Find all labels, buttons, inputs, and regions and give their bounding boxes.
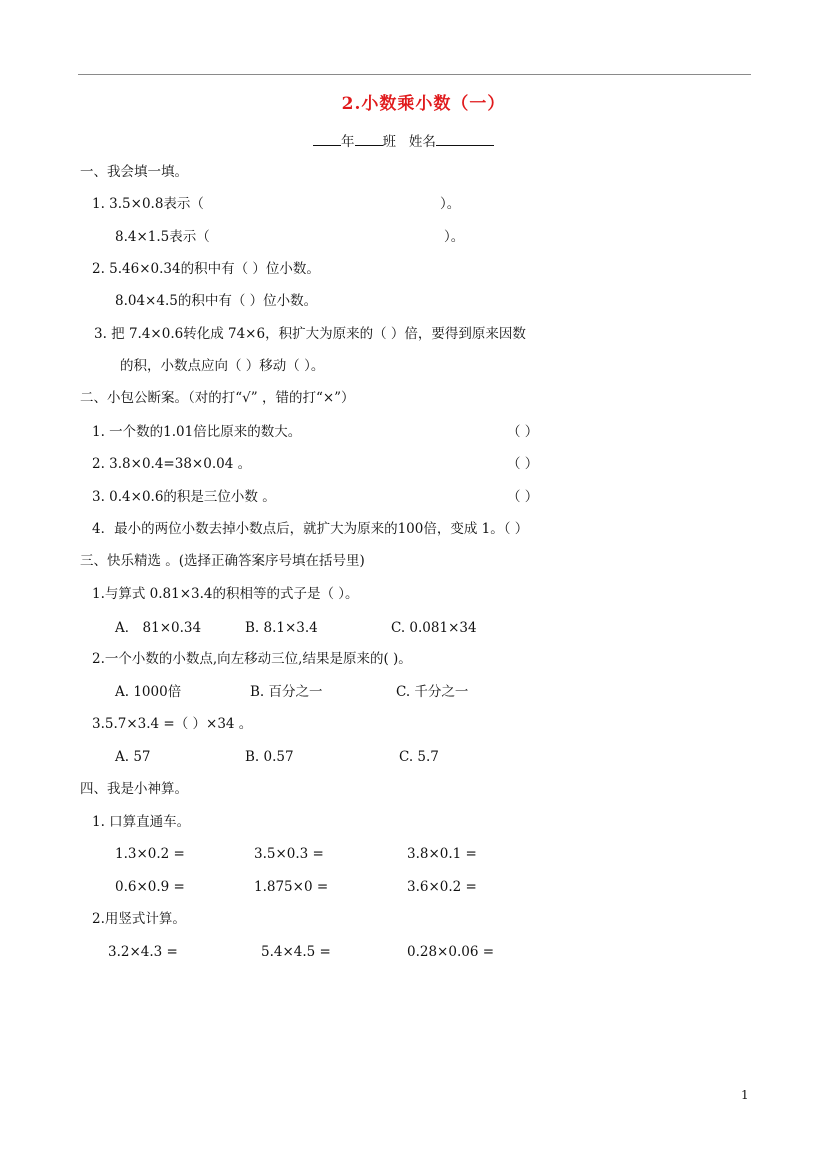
- header-rule: [78, 74, 751, 75]
- calc-r1-c3: 3.8×0.1 =: [407, 846, 477, 862]
- student-info: [313, 131, 494, 151]
- section4-heading: 四、我是小神算。: [80, 781, 188, 797]
- calc-r3-c3: 0.28×0.06 =: [407, 944, 495, 960]
- s1-q1b-prefix: 8.4×1.5表示（: [115, 229, 210, 245]
- calc-r2-c1: 0.6×0.9 =: [115, 879, 185, 895]
- s3-q2-option-c: C. 千分之一: [396, 684, 469, 700]
- s1-q1b-suffix: ）。: [444, 229, 465, 245]
- calc-r1-c2: 3.5×0.3 =: [254, 846, 324, 862]
- class-blank[interactable]: [355, 131, 383, 146]
- s3-q2-option-a: A. 1000倍: [115, 684, 182, 700]
- s3-q1-option-b: B. 8.1×3.4: [245, 620, 318, 636]
- section2-heading: 二、小包公断案。（对的打“√” ，错的打“×”）: [80, 390, 355, 406]
- name-blank[interactable]: [436, 131, 494, 146]
- s3-q2: 2.一个小数的小数点,向左移动三位,结果是原来的( )。: [92, 651, 412, 667]
- grade-blank[interactable]: [313, 131, 341, 146]
- calc-r1-c1: 1.3×0.2 =: [115, 846, 185, 862]
- s1-q3a: 3. 把 7.4×0.6转化成 74×6，积扩大为原来的（ ）倍，要得到原来因数: [94, 326, 526, 342]
- s3-q3: 3.5.7×3.4 =（ ）×34 。: [92, 716, 253, 732]
- s2-item3-answer[interactable]: （ ）: [507, 489, 539, 505]
- s1-q1a-suffix: ）。: [440, 196, 461, 212]
- s3-q2-option-b: B. 百分之一: [250, 684, 323, 700]
- s2-item1-answer[interactable]: （ ）: [507, 424, 539, 440]
- s2-item4: 4．最小的两位小数去掉小数点后，就扩大为原来的100倍，变成 1。（ ）: [92, 521, 529, 537]
- class-label: 班: [382, 134, 396, 150]
- s4-sub2: 2.用竖式计算。: [92, 911, 186, 927]
- grade-label: 年: [341, 134, 355, 150]
- s3-q3-option-b: B. 0.57: [245, 749, 294, 765]
- s2-item1-text: 1. 一个数的1.01倍比原来的数大。: [92, 424, 302, 440]
- s1-q2a: 2. 5.46×0.34的积中有（ ）位小数。: [92, 261, 320, 277]
- s2-item2-text: 2. 3.8×0.4=38×0.04 。: [92, 456, 252, 472]
- calc-r3-c1: 3.2×4.3 =: [108, 944, 178, 960]
- section1-heading: 一、我会填一填。: [80, 164, 188, 180]
- calc-r2-c2: 1.875×0 =: [254, 879, 329, 895]
- s3-q1: 1.与算式 0.81×3.4的积相等的式子是（ ）。: [92, 586, 359, 602]
- s1-q2b: 8.04×4.5的积中有（ ）位小数。: [115, 293, 318, 309]
- s1-q3b: 的积，小数点应向（ ）移动（ ）。: [120, 358, 325, 374]
- page-number: 1: [741, 1088, 749, 1102]
- s2-item2-answer[interactable]: （ ）: [507, 456, 539, 472]
- s3-q3-option-a: A. 57: [115, 749, 151, 765]
- calc-r2-c3: 3.6×0.2 =: [407, 879, 477, 895]
- name-label: 姓名: [408, 134, 436, 150]
- s3-q1-option-a: A． 81×0.34: [115, 620, 202, 636]
- s4-sub1: 1. 口算直通车。: [92, 814, 191, 830]
- s1-q1a-prefix: 1. 3.5×0.8表示（: [92, 196, 204, 212]
- calc-r3-c2: 5.4×4.5 =: [261, 944, 331, 960]
- s3-q1-option-c: C. 0.081×34: [391, 620, 477, 636]
- s3-q3-option-c: C. 5.7: [399, 749, 439, 765]
- page-title: 2.小数乘小数（一）: [341, 94, 506, 114]
- s2-item3-text: 3. 0.4×0.6的积是三位小数 。: [92, 489, 276, 505]
- section3-heading: 三、快乐精选 。(选择正确答案序号填在括号里): [80, 553, 365, 569]
